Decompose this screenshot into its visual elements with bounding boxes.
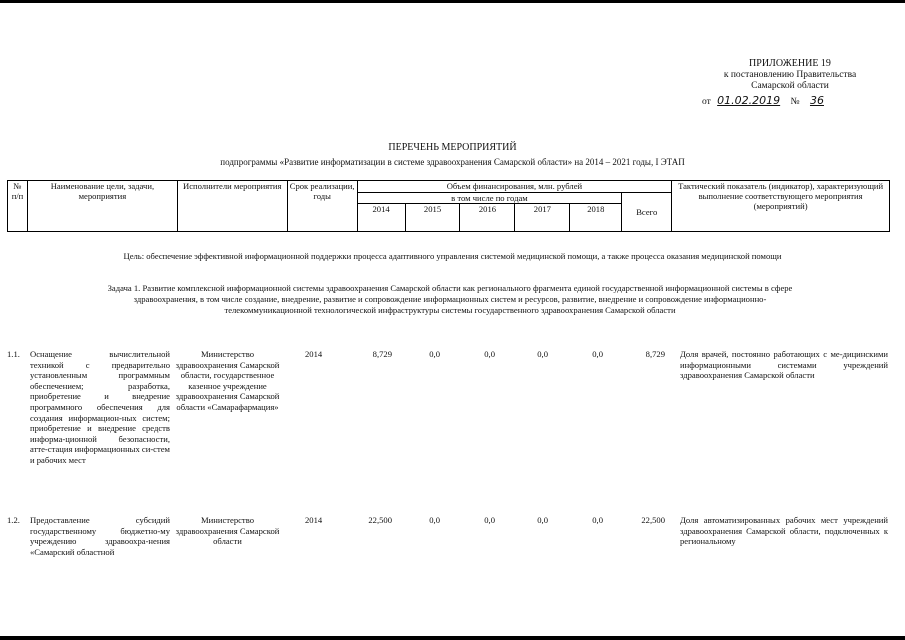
appendix-block <box>690 58 890 108</box>
header-year: 2018 <box>570 204 622 232</box>
decree-date: 01.02.2019 <box>717 93 781 107</box>
row-value-2015: 0,0 <box>429 349 440 359</box>
header-year: 2014 <box>357 204 405 232</box>
row-indicator: Доля автоматизированных рабочих мест учреждений здравоохранения Самарской области, подключенных к региональному <box>680 515 888 547</box>
header-total: Всего <box>622 193 672 232</box>
goal-text: Цель: обеспечение эффективной информационной поддержки процесса адаптивного управления системой медицинской помощи, а также процесса оказания медицинской помощи <box>123 251 782 261</box>
header-name: Наименование цели, задачи, мероприятия <box>27 181 177 232</box>
appendix-title: ПРИЛОЖЕНИЕ 19 <box>749 58 831 69</box>
row-name: Оснащение вычислительной техникой с предварительно установленным программным обеспечением; разработка, приобретение и внедрение программного обеспечения для создания информацион-ных систем; приобретение и внедрение средств информа-ционной безопасности, атте-стация информационных си-стем и рабочих мест <box>30 349 171 465</box>
row-value-2018: 0,0 <box>592 349 603 359</box>
document-subtitle: подпрограммы «Развитие информатизации в системе здравоохранения Самарской области» на 2014 – 2021 годы, I ЭТАП <box>220 157 685 167</box>
header-period: Срок реализации, годы <box>287 181 357 232</box>
header-year: 2016 <box>460 204 515 232</box>
number-prefix: № <box>790 96 800 107</box>
row-period: 2014 <box>305 349 323 359</box>
appendix-line-1: к постановлению Правительства <box>723 69 857 80</box>
row-executor: Министерство здравоохранения Самарской области, государственное казенное учреждение здравоохранения Самарской области «Самарафармация» <box>175 349 280 412</box>
row-executor: Министерство здравоохранения Самарской области <box>175 515 280 547</box>
appendix-line-2: Самарской области <box>751 81 829 91</box>
header-table <box>7 180 890 232</box>
row-value-2016: 0,0 <box>484 349 495 359</box>
row-total: 8,729 <box>645 349 665 359</box>
row-num: 1.2. <box>7 515 20 525</box>
decree-number: 36 <box>809 93 824 107</box>
row-num: 1.1. <box>7 349 20 359</box>
row-total: 22,500 <box>641 515 665 525</box>
date-prefix: от <box>702 96 711 107</box>
header-year: 2015 <box>405 204 460 232</box>
header-year: 2017 <box>515 204 570 232</box>
row-value-2018: 0,0 <box>592 515 603 525</box>
appendix-date-line <box>690 95 890 109</box>
row-value-2014: 22,500 <box>368 515 392 525</box>
document-title: ПЕРЕЧЕНЬ МЕРОПРИЯТИЙ <box>388 142 517 153</box>
bottom-border <box>0 636 905 640</box>
header-num: № п/п <box>8 181 28 232</box>
row-name: Предоставление субсидий государственному бюджетно-му учреждению здравоохра-нения «Самарский областной <box>30 515 170 557</box>
row-indicator: Доля врачей, постоянно работающих с ме-дицинскими информационными системами учреждений здравоохранения Самарской области <box>680 349 888 381</box>
row-value-2015: 0,0 <box>429 515 440 525</box>
row-value-2014: 8,729 <box>372 349 392 359</box>
header-indicator: Тактический показатель (индикатор), характеризующий выполнение соответствующего мероприятия (мероприятий) <box>672 181 890 232</box>
row-period: 2014 <box>305 515 323 525</box>
header-funding: Объем финансирования, млн. рублей <box>357 181 672 193</box>
row-value-2017: 0,0 <box>537 349 548 359</box>
row-value-2017: 0,0 <box>537 515 548 525</box>
top-border <box>0 0 905 3</box>
task-text: Задача 1. Развитие комплексной информационной системы здравоохранения Самарской области как регионального фрагмента единой государственной информационной системы в сфере здравоохранения, в том числе создание, внедрение, развитие и сопровождение информационных систем и ресурсов, развитие, внедрение и сопровождение информационно-телекоммуникационной технологической инфраструктуры системы государственного здравоохранения Самарской области <box>107 283 793 315</box>
row-value-2016: 0,0 <box>484 515 495 525</box>
header-incl-years: в том числе по годам <box>357 193 622 204</box>
header-executors: Исполнители мероприятия <box>177 181 287 232</box>
